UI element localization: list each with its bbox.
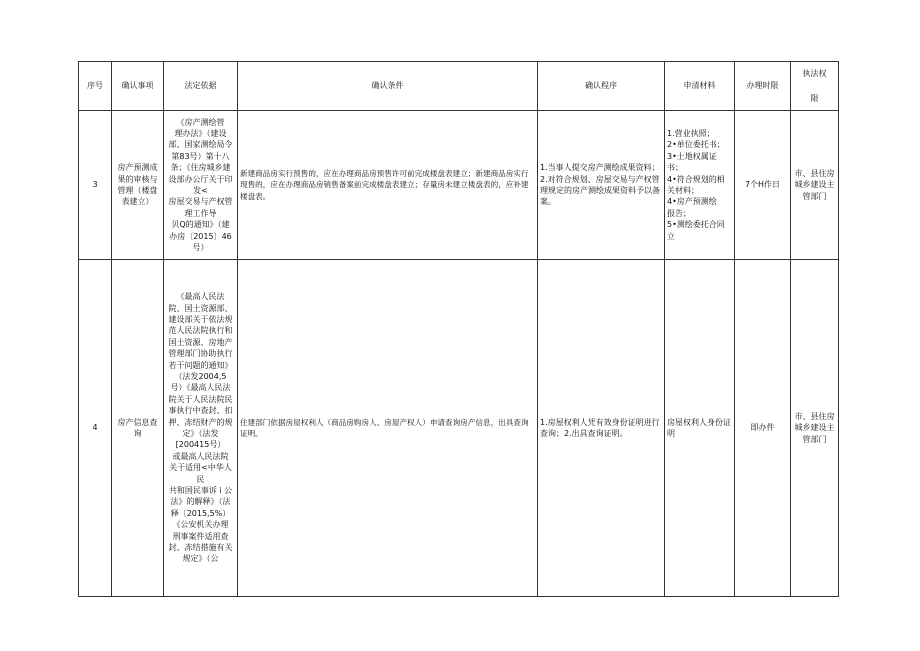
header-time: 办理时限 — [735, 62, 791, 111]
row-no: 4 — [79, 260, 112, 597]
basis-line: 关于适用<中华人民 — [169, 463, 232, 484]
row-condition: 住建部门依据房屋权利人（商品房购房人、房屋产权人）申请查询房产信息，出具查询证明。 — [238, 260, 538, 597]
row-time: 7个H作日 — [735, 111, 791, 260]
row-authority: 市、县住房城乡建设主管部门 — [791, 111, 839, 260]
basis-line: [200415号） — [175, 440, 226, 450]
header-item: 确认事项 — [112, 62, 164, 111]
basis-line: 理办法》（建设 — [174, 128, 227, 138]
basis-line: 法》的解释》（法 — [170, 497, 231, 507]
header-authority-line1: 执法权 — [802, 68, 827, 78]
basis-line: 释〔2015,5%） — [170, 508, 231, 518]
table-header-row — [79, 62, 839, 111]
header-procedure: 确认程序 — [538, 62, 665, 111]
basis-line: 若干问题的通知》 — [168, 360, 233, 370]
basis-line: 理工作导 — [184, 208, 217, 218]
basis-line: 号） — [192, 243, 209, 253]
table-row — [79, 111, 839, 260]
material-line: 书； — [667, 163, 683, 173]
basis-line: 部、国家测绘局令 — [168, 140, 233, 150]
basis-line: 或最高人民法院 — [172, 451, 229, 461]
basis-line: 房屋交易与产权管 — [168, 197, 233, 207]
basis-line: 刑事案件适用查 — [172, 531, 229, 541]
basis-line: 定》（法发 — [182, 429, 219, 438]
basis-line: （法发2004,5 — [174, 371, 227, 381]
header-authority — [791, 62, 839, 111]
row-item: 房产预测成果的审核与管理（楼盘表建立） — [112, 111, 164, 260]
header-authority-line2: 限 — [810, 94, 819, 103]
material-line: 4•符合规划的相关材料； — [667, 174, 725, 195]
row-no: 3 — [79, 111, 112, 260]
header-basis: 法定依据 — [164, 62, 238, 111]
basis-line: 规定》（公 — [182, 554, 219, 564]
basis-line: 共和国民事诉 i 公 — [168, 486, 233, 496]
row-procedure: 1.当事人提交房产测绘成果资料；2.对符合规划、房屋交易与产权管理规定的房产测绘成果资料予以备案。 — [538, 111, 665, 260]
row-condition: 新建商品房实行预售的，应在办理商品房预售许可前完成楼盘表建立；新建商品房实行现售的，应在办理商品房销售备案前完成楼盘表建立；存量房未建立楼盘表的，应补建楼盘表。 — [238, 111, 538, 260]
material-line: 3•土地权属证 — [667, 151, 717, 161]
header-no: 序号 — [79, 62, 112, 111]
row-authority: 市、县住房城乡建设主管部门 — [791, 260, 839, 597]
basis-line: 押、冻结财产的规 — [168, 417, 233, 427]
basis-line: 管理部门协助执行 — [168, 349, 233, 359]
row-materials — [665, 260, 735, 597]
basis-line: 院、国土资源部、 — [168, 303, 233, 313]
material-line: 报告； — [667, 208, 691, 218]
basis-line: 第83号）第十八 — [171, 151, 230, 161]
row-basis — [164, 111, 238, 260]
header-materials: 申清材料 — [665, 62, 735, 111]
basis-line: 范人民法院执行和 — [168, 326, 233, 336]
basis-line: 条；《住房城乡建 — [170, 163, 231, 173]
basis-line: 院关于人民法院民 — [168, 394, 233, 404]
row-item: 房产信息查询 — [112, 260, 164, 597]
basis-line: 建设部关于依法规 — [168, 314, 233, 324]
table-row — [79, 260, 839, 597]
basis-line: 《公安机关办理 — [172, 520, 229, 530]
material-line: 5•测绘委托合同立 — [667, 220, 725, 241]
rights-confirmation-table — [78, 61, 839, 597]
basis-line: 国土资源、房地产 — [168, 337, 233, 347]
basis-line: 号）《最高人民法 — [170, 383, 231, 393]
material-line: 1.营业执照； — [667, 128, 715, 138]
basis-line: 办房〔2015〕46 — [169, 231, 232, 241]
basis-line: 设部办公厅关于印发< — [168, 174, 233, 195]
material-line: 2•单位委托书； — [667, 140, 725, 150]
basis-line: 贝Q的通知》（建 — [171, 220, 230, 230]
material-line: 4•房产预测绘 — [667, 197, 717, 207]
basis-line: 封、冻结措施有关 — [168, 543, 233, 553]
row-materials — [665, 111, 735, 260]
basis-line: 事执行中查封、扣 — [168, 406, 233, 416]
basis-line: 《最高人民法 — [176, 292, 225, 302]
header-condition: 确认条件 — [238, 62, 538, 111]
basis-line: 《房产测绘管 — [176, 117, 225, 127]
row-basis — [164, 260, 238, 597]
row-procedure: 1.房屋权利人凭有效身份证明进行查询；2.出具查询证明。 — [538, 260, 665, 597]
row-time: 即办件 — [735, 260, 791, 597]
material-line: 房屋权利人身份证明 — [667, 417, 731, 438]
